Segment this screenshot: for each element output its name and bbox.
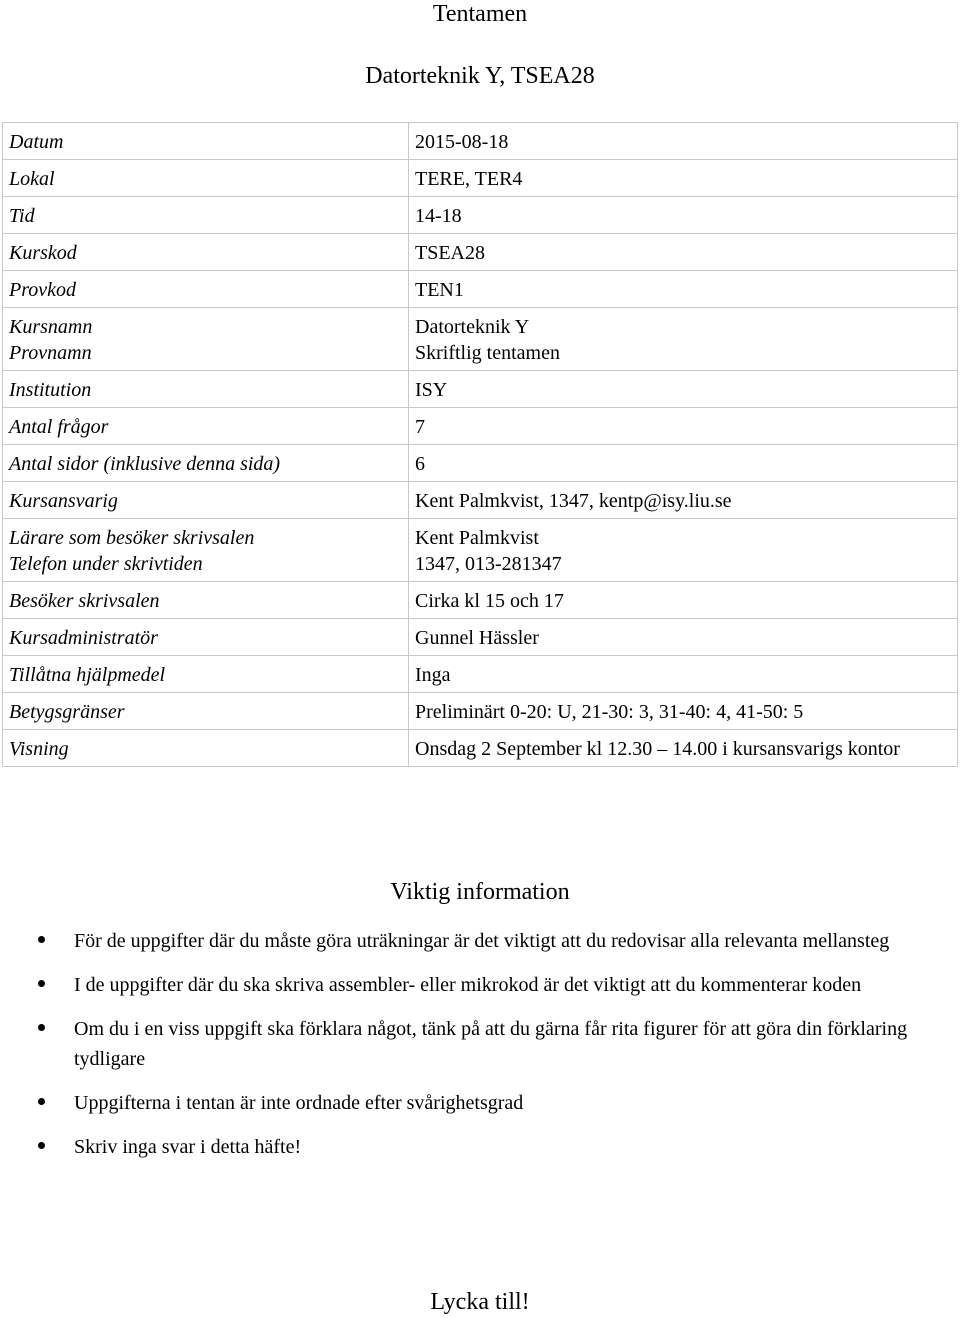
info-value [409,308,958,371]
info-value [409,519,958,582]
table-row [3,519,958,582]
info-label-line: Provnamn [9,342,92,364]
info-value: 7 [409,408,958,445]
table-row [3,730,958,767]
info-value: 6 [409,445,958,482]
important-info-heading: Viktig information [390,879,570,905]
info-label: Institution [3,371,409,408]
info-label: Antal frågor [3,408,409,445]
table-row [3,582,958,619]
info-label: Tillåtna hjälpmedel [3,656,409,693]
exam-info-table [2,122,958,767]
list-item-text: För de uppgifter där du måste göra uträkningar är det viktigt att du redovisar alla relevanta mellansteg [74,930,890,952]
important-info-list [0,926,960,1176]
info-label: Betygsgränser [3,693,409,730]
table-row [3,693,958,730]
info-value-line: Skriftlig tentamen [415,342,560,364]
bullet-icon [38,1142,45,1149]
table-row [3,123,958,160]
list-item-text: Uppgifterna i tentan är inte ordnade efter svårighetsgrad [74,1092,524,1114]
info-value: TERE, TER4 [409,160,958,197]
list-item-text: Skriv inga svar i detta häfte! [74,1136,302,1158]
info-label: Antal sidor (inklusive denna sida) [3,445,409,482]
info-value-line: 1347, 013-281347 [415,553,562,575]
table-row [3,160,958,197]
info-value: Gunnel Hässler [409,619,958,656]
table-row [3,482,958,519]
info-label: Visning [3,730,409,767]
list-item [0,1014,960,1074]
bullet-icon [38,980,45,987]
info-value: 2015-08-18 [409,123,958,160]
info-label-line: Kursnamn [9,316,93,338]
table-row [3,308,958,371]
info-label: Datum [3,123,409,160]
bullet-icon [38,936,45,943]
exam-title: Tentamen [432,1,528,27]
info-label: Kurskod [3,234,409,271]
info-value: 14-18 [409,197,958,234]
info-value-line: Kent Palmkvist [415,527,539,549]
info-value: Inga [409,656,958,693]
list-item [0,1132,960,1162]
info-label: Lokal [3,160,409,197]
bullet-icon [38,1024,45,1031]
info-label: Kursadministratör [3,619,409,656]
info-value: TEN1 [409,271,958,308]
table-row [3,234,958,271]
list-item [0,1088,960,1118]
info-value: Onsdag 2 September kl 12.30 – 14.00 i kursansvarigs kontor [409,730,958,767]
info-value: TSEA28 [409,234,958,271]
info-label: Besöker skrivsalen [3,582,409,619]
list-item [0,926,960,956]
info-label-line: Telefon under skrivtiden [9,553,203,575]
course-title: Datorteknik Y, TSEA28 [365,63,595,89]
good-luck-text: Lycka till! [430,1289,530,1315]
info-label [3,308,409,371]
list-item-text: I de uppgifter där du ska skriva assembler- eller mikrokod är det viktigt att du kommenterar koden [74,974,862,996]
table-row [3,197,958,234]
info-label: Provkod [3,271,409,308]
info-value: Cirka kl 15 och 17 [409,582,958,619]
info-label: Tid [3,197,409,234]
table-row [3,371,958,408]
bullet-icon [38,1098,45,1105]
info-value: Kent Palmkvist, 1347, kentp@isy.liu.se [409,482,958,519]
list-item-text: Om du i en viss uppgift ska förklara något, tänk på att du gärna får rita figurer för att göra din förklaring tydligare [74,1018,908,1070]
info-label [3,519,409,582]
info-value: Preliminärt 0-20: U, 21-30: 3, 31-40: 4, 41-50: 5 [409,693,958,730]
info-value: ISY [409,371,958,408]
table-row [3,656,958,693]
info-label-line: Lärare som besöker skrivsalen [9,527,255,549]
table-row [3,271,958,308]
table-row [3,619,958,656]
table-row [3,445,958,482]
list-item [0,970,960,1000]
info-value-line: Datorteknik Y [415,316,530,338]
table-row [3,408,958,445]
info-label: Kursansvarig [3,482,409,519]
